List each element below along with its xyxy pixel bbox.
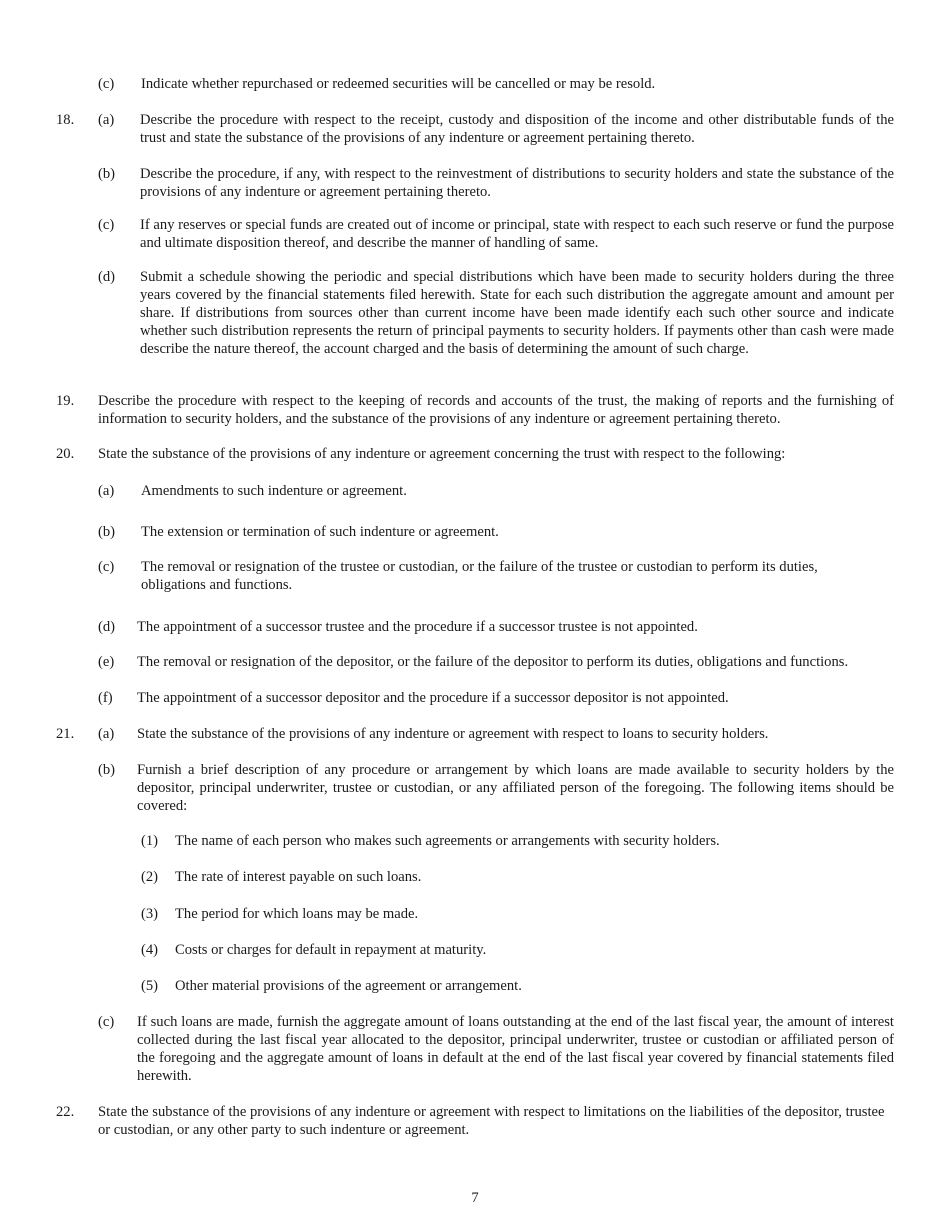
item-21b3-label: (3) [141,906,159,922]
item-20-text: State the substance of the provisions of any indenture or agreement concerning the trust with respect to the following: [98,446,786,462]
item-20e-text: The removal or resignation of the depositor, or the failure of the depositor to perform its duties, obligations and functions. [137,654,849,670]
item-20a-label: (a) [98,483,115,499]
item-21b4-label: (4) [141,942,159,958]
item-20c-text: The removal or resignation of the trustee or custodian, or the failure of the trustee or custodian to perform its duties, obligations and functions. [141,559,818,593]
item-18a-text: Describe the procedure with respect to the receipt, custody and disposition of the income and other distributable funds of the trust and state the substance of the provisions of any indenture or agreement pertaining thereto. [140,112,894,146]
item-20f-text: The appointment of a successor depositor and the procedure if a successor depositor is not appointed. [137,690,729,706]
item-21b3-text: The period for which loans may be made. [175,906,419,922]
item-21a-text: State the substance of the provisions of any indenture or agreement with respect to loans to security holders. [137,726,769,742]
item-18a-label: (a) [98,112,115,128]
item-22-text: State the substance of the provisions of any indenture or agreement with respect to limitations on the liabilities of the depositor, trustee or custodian, or any other party to such indenture or agreement. [98,1104,885,1138]
item-20d-text: The appointment of a successor trustee and the procedure if a successor trustee is not appointed. [137,619,698,635]
item-20f-label: (f) [98,690,113,706]
item-19-number: 19. [56,393,75,409]
item-21b2-text: The rate of interest payable on such loans. [175,869,422,885]
item-21c-text: If such loans are made, furnish the aggregate amount of loans outstanding at the end of the last fiscal year, the amount of interest collected during the last fiscal year allocated to the depositor, principal underwriter, trustee or custodian or affiliated person of the foregoing and the aggregate amount of loans in default at the end of the last fiscal year covered by financial statements filed herewith. [137,1014,894,1084]
item-21b1-text: The name of each person who makes such agreements or arrangements with security holders. [175,833,720,849]
item-21b-label: (b) [98,762,116,778]
item-21a-label: (a) [98,726,115,742]
item-21b1-label: (1) [141,833,159,849]
item-18-number: 18. [56,112,75,128]
item-21b4-text: Costs or charges for default in repayment at maturity. [175,942,487,958]
item-21-number: 21. [56,726,75,742]
item-20d-label: (d) [98,619,116,635]
item-18b-label: (b) [98,166,116,182]
item-20a-text: Amendments to such indenture or agreement. [141,483,407,499]
page-number: 7 [471,1190,479,1206]
item-20e-label: (e) [98,654,115,670]
item-21b-text: Furnish a brief description of any procedure or arrangement by which loans are made available to security holders by the depositor, principal underwriter, trustee or custodian, or any affiliated person of the foregoing. The following items should be covered: [137,762,894,814]
item-18b-text: Describe the procedure, if any, with respect to the reinvestment of distributions to security holders and state the substance of the provisions of any indenture or agreement pertaining thereto. [140,166,894,200]
item-17c-text: Indicate whether repurchased or redeemed securities will be cancelled or may be resold. [141,76,656,92]
item-22-number: 22. [56,1104,75,1120]
item-21b5-label: (5) [141,978,159,994]
item-18c-label: (c) [98,217,115,233]
item-20b-label: (b) [98,524,116,540]
item-17c-label: (c) [98,76,115,92]
item-18c-text: If any reserves or special funds are created out of income or principal, state with respect to each such reserve or fund the purpose and ultimate disposition thereof, and describe the manner of handling of same. [140,217,894,251]
item-20-number: 20. [56,446,75,462]
item-20c-label: (c) [98,559,115,575]
item-20b-text: The extension or termination of such indenture or agreement. [141,524,499,540]
item-21b5-text: Other material provisions of the agreement or arrangement. [175,978,522,994]
item-21c-label: (c) [98,1014,115,1030]
item-18d-text: Submit a schedule showing the periodic and special distributions which have been made to security holders during the three years covered by the financial statements filed herewith. State for each such distribution the aggregate amount and amount per share. If distributions from sources other than current income have been made identify each such other source and indicate whether such distribution represents the return of principal payments to security holders. If payments other than cash were made describe the nature thereof, the account charged and the basis of determining the amount of such charge. [140,269,894,357]
item-21b2-label: (2) [141,869,159,885]
item-18d-label: (d) [98,269,116,285]
item-19-text: Describe the procedure with respect to the keeping of records and accounts of the trust, the making of reports and the furnishing of information to security holders, and the substance of the provisions of any indenture or agreement pertaining thereto. [98,393,894,427]
